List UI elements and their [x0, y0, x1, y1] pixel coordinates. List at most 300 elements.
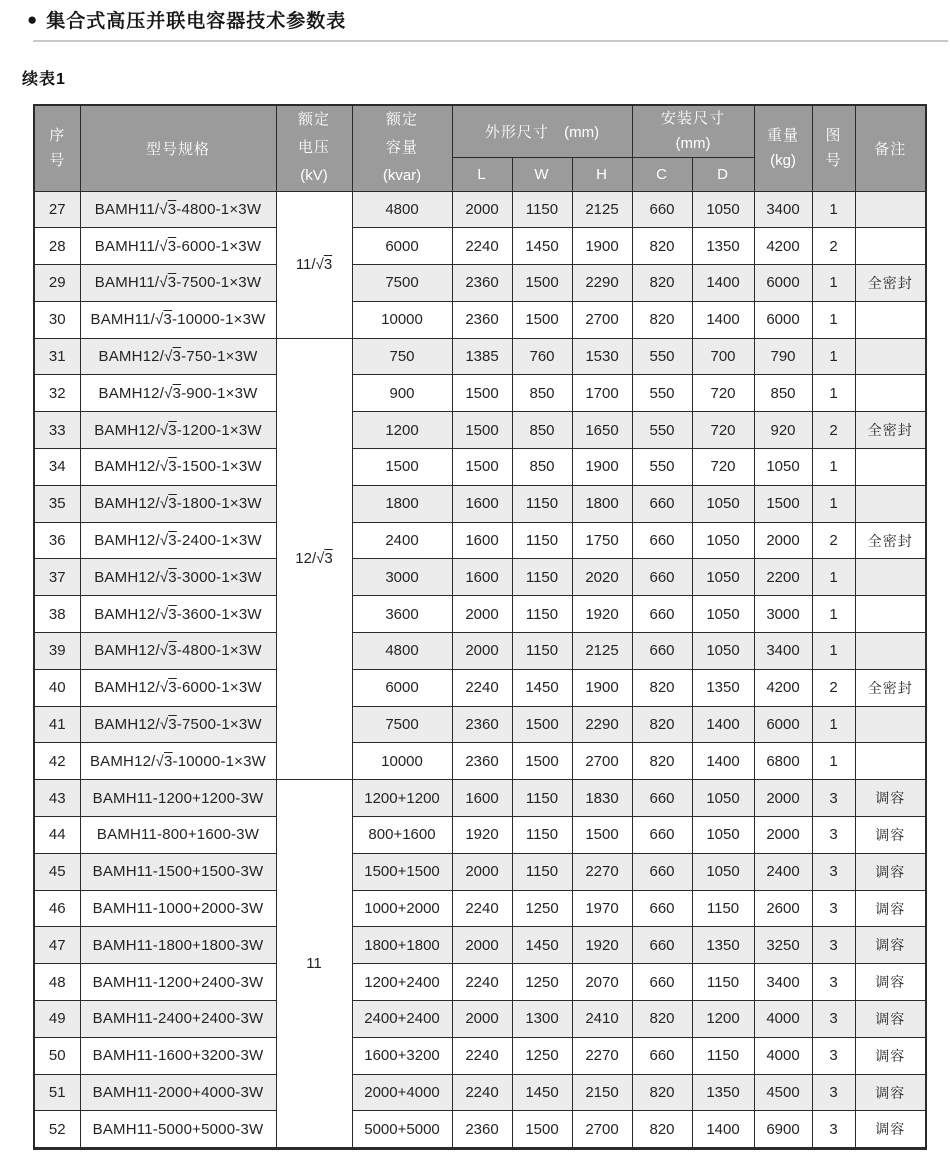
dim-l-cell: 2240: [452, 890, 512, 927]
mount-d-cell: 1400: [692, 706, 754, 743]
model-cell: BAMH11-1600+3200-3W: [80, 1037, 276, 1074]
dim-l-cell: 1385: [452, 338, 512, 375]
remark-cell: 调容: [855, 817, 926, 854]
table-row: [34, 559, 926, 596]
remark-cell: [855, 449, 926, 486]
model-cell: BAMH11-1800+1800-3W: [80, 927, 276, 964]
dim-h-cell: 2410: [572, 1001, 632, 1038]
figure-no-cell: 1: [812, 485, 855, 522]
row-number-cell: 33: [34, 412, 80, 449]
model-cell: BAMH11/√3-4800-1×3W: [80, 191, 276, 228]
mount-c-cell: 550: [632, 412, 692, 449]
dim-l-cell: 2000: [452, 191, 512, 228]
mount-d-cell: 1350: [692, 228, 754, 265]
capacity-cell: 800+1600: [352, 817, 452, 854]
mount-c-cell: 660: [632, 633, 692, 670]
mount-c-cell: 660: [632, 485, 692, 522]
mount-c-cell: 660: [632, 191, 692, 228]
remark-cell: [855, 301, 926, 338]
capacity-cell: 900: [352, 375, 452, 412]
weight-cell: 2000: [754, 780, 812, 817]
weight-cell: 3400: [754, 964, 812, 1001]
remark-cell: 调容: [855, 1001, 926, 1038]
figure-no-cell: 1: [812, 596, 855, 633]
dim-w-cell: 1150: [512, 522, 572, 559]
dim-l-cell: 2240: [452, 1037, 512, 1074]
header-rated-voltage: 额定 电压 (kV): [276, 105, 352, 191]
figure-no-cell: 3: [812, 1001, 855, 1038]
mount-d-cell: 1150: [692, 1037, 754, 1074]
dim-h-cell: 1700: [572, 375, 632, 412]
remark-cell: [855, 191, 926, 228]
model-cell: BAMH11-800+1600-3W: [80, 817, 276, 854]
dim-l-cell: 2240: [452, 669, 512, 706]
model-cell: BAMH12/√3-3600-1×3W: [80, 596, 276, 633]
dim-l-cell: 1600: [452, 522, 512, 559]
figure-no-cell: 2: [812, 522, 855, 559]
capacity-cell: 1800: [352, 485, 452, 522]
weight-cell: 6000: [754, 706, 812, 743]
remark-cell: [855, 375, 926, 412]
table-header: [34, 105, 926, 191]
header-dim-w: W: [512, 157, 572, 191]
weight-cell: 4500: [754, 1074, 812, 1111]
model-cell: BAMH11-1200+2400-3W: [80, 964, 276, 1001]
table-row: [34, 301, 926, 338]
dim-l-cell: 2360: [452, 706, 512, 743]
model-cell: BAMH12/√3-7500-1×3W: [80, 706, 276, 743]
dim-w-cell: 760: [512, 338, 572, 375]
capacity-cell: 1200+2400: [352, 964, 452, 1001]
dim-w-cell: 1150: [512, 780, 572, 817]
model-cell: BAMH12/√3-1500-1×3W: [80, 449, 276, 486]
mount-d-cell: 1350: [692, 1074, 754, 1111]
spec-table: [33, 104, 927, 1150]
dim-h-cell: 1920: [572, 596, 632, 633]
mount-c-cell: 660: [632, 780, 692, 817]
remark-cell: 全密封: [855, 669, 926, 706]
capacity-cell: 10000: [352, 301, 452, 338]
dim-h-cell: 1970: [572, 890, 632, 927]
table-row: [34, 375, 926, 412]
mount-d-cell: 720: [692, 449, 754, 486]
dim-h-cell: 2270: [572, 853, 632, 890]
bullet-icon: ●: [27, 10, 39, 29]
header-rated-capacity: 额定 容量 (kvar): [352, 105, 452, 191]
model-cell: BAMH12/√3-750-1×3W: [80, 338, 276, 375]
dim-h-cell: 2700: [572, 301, 632, 338]
mount-d-cell: 1400: [692, 1111, 754, 1149]
mount-c-cell: 660: [632, 596, 692, 633]
header-dim-h: H: [572, 157, 632, 191]
table-row: [34, 817, 926, 854]
table-row: [34, 1037, 926, 1074]
mount-c-cell: 820: [632, 706, 692, 743]
weight-cell: 1050: [754, 449, 812, 486]
mount-c-cell: 550: [632, 338, 692, 375]
model-cell: BAMH12/√3-2400-1×3W: [80, 522, 276, 559]
dim-w-cell: 850: [512, 412, 572, 449]
figure-no-cell: 3: [812, 1037, 855, 1074]
mount-c-cell: 660: [632, 522, 692, 559]
remark-cell: 全密封: [855, 412, 926, 449]
capacity-cell: 1200+1200: [352, 780, 452, 817]
weight-cell: 2200: [754, 559, 812, 596]
weight-cell: 2000: [754, 522, 812, 559]
row-number-cell: 31: [34, 338, 80, 375]
table-row: [34, 853, 926, 890]
mount-d-cell: 1050: [692, 633, 754, 670]
model-cell: BAMH11-1200+1200-3W: [80, 780, 276, 817]
row-number-cell: 29: [34, 265, 80, 302]
dim-h-cell: 1750: [572, 522, 632, 559]
table-row: [34, 1111, 926, 1149]
row-number-cell: 42: [34, 743, 80, 780]
row-number-cell: 28: [34, 228, 80, 265]
header-weight: 重量 (kg): [754, 105, 812, 191]
mount-d-cell: 720: [692, 412, 754, 449]
dim-l-cell: 2240: [452, 228, 512, 265]
weight-cell: 4000: [754, 1037, 812, 1074]
dim-h-cell: 2290: [572, 265, 632, 302]
table-row: [34, 265, 926, 302]
figure-no-cell: 1: [812, 633, 855, 670]
dim-w-cell: 1150: [512, 559, 572, 596]
dim-h-cell: 1920: [572, 927, 632, 964]
remark-cell: [855, 485, 926, 522]
row-number-cell: 30: [34, 301, 80, 338]
model-cell: BAMH12/√3-10000-1×3W: [80, 743, 276, 780]
mount-d-cell: 1050: [692, 485, 754, 522]
row-number-cell: 34: [34, 449, 80, 486]
remark-cell: [855, 596, 926, 633]
dim-l-cell: 2360: [452, 1111, 512, 1149]
remark-cell: 全密封: [855, 522, 926, 559]
figure-no-cell: 3: [812, 890, 855, 927]
dim-l-cell: 1600: [452, 485, 512, 522]
table-row: [34, 890, 926, 927]
figure-no-cell: 3: [812, 964, 855, 1001]
row-number-cell: 45: [34, 853, 80, 890]
mount-c-cell: 660: [632, 927, 692, 964]
mount-c-cell: 820: [632, 1074, 692, 1111]
weight-cell: 6000: [754, 301, 812, 338]
weight-cell: 4000: [754, 1001, 812, 1038]
remark-cell: 调容: [855, 1074, 926, 1111]
remark-cell: 调容: [855, 780, 926, 817]
row-number-cell: 39: [34, 633, 80, 670]
capacity-cell: 4800: [352, 191, 452, 228]
figure-no-cell: 1: [812, 559, 855, 596]
weight-cell: 2000: [754, 817, 812, 854]
dim-w-cell: 1150: [512, 596, 572, 633]
remark-cell: 调容: [855, 890, 926, 927]
table-row: [34, 191, 926, 228]
dim-w-cell: 1250: [512, 890, 572, 927]
capacity-cell: 2400: [352, 522, 452, 559]
row-number-cell: 49: [34, 1001, 80, 1038]
figure-no-cell: 3: [812, 1074, 855, 1111]
dim-l-cell: 2240: [452, 964, 512, 1001]
row-number-cell: 48: [34, 964, 80, 1001]
header-mount-d: D: [692, 157, 754, 191]
mount-c-cell: 820: [632, 301, 692, 338]
dim-w-cell: 1500: [512, 265, 572, 302]
header-figure-no: 图 号: [812, 105, 855, 191]
weight-cell: 3400: [754, 633, 812, 670]
table-row: [34, 338, 926, 375]
dim-w-cell: 850: [512, 449, 572, 486]
row-number-cell: 51: [34, 1074, 80, 1111]
model-cell: BAMH11-1000+2000-3W: [80, 890, 276, 927]
mount-c-cell: 660: [632, 890, 692, 927]
header-mounting-dims: 安装尺寸 (mm): [632, 105, 754, 157]
dim-w-cell: 1300: [512, 1001, 572, 1038]
figure-no-cell: 1: [812, 375, 855, 412]
remark-cell: 全密封: [855, 265, 926, 302]
weight-cell: 6900: [754, 1111, 812, 1149]
remark-cell: 调容: [855, 853, 926, 890]
capacity-cell: 10000: [352, 743, 452, 780]
header-dim-l: L: [452, 157, 512, 191]
weight-cell: 6000: [754, 265, 812, 302]
dim-h-cell: 2270: [572, 1037, 632, 1074]
dim-l-cell: 2000: [452, 927, 512, 964]
dim-w-cell: 850: [512, 375, 572, 412]
figure-no-cell: 2: [812, 228, 855, 265]
capacity-cell: 1600+3200: [352, 1037, 452, 1074]
dim-h-cell: 2070: [572, 964, 632, 1001]
dim-l-cell: 2360: [452, 743, 512, 780]
weight-cell: 1500: [754, 485, 812, 522]
capacity-cell: 1500+1500: [352, 853, 452, 890]
table-row: [34, 743, 926, 780]
mount-c-cell: 660: [632, 817, 692, 854]
weight-cell: 6800: [754, 743, 812, 780]
weight-cell: 2600: [754, 890, 812, 927]
remark-cell: [855, 743, 926, 780]
figure-no-cell: 1: [812, 265, 855, 302]
dim-w-cell: 1500: [512, 1111, 572, 1149]
weight-cell: 850: [754, 375, 812, 412]
page-title-text: 集合式高压并联电容器技术参数表: [46, 11, 347, 32]
capacity-cell: 1200: [352, 412, 452, 449]
figure-no-cell: 3: [812, 780, 855, 817]
figure-no-cell: 3: [812, 817, 855, 854]
mount-d-cell: 1050: [692, 817, 754, 854]
mount-d-cell: 1050: [692, 780, 754, 817]
figure-no-cell: 1: [812, 706, 855, 743]
dim-w-cell: 1450: [512, 669, 572, 706]
capacity-cell: 7500: [352, 265, 452, 302]
dim-l-cell: 1500: [452, 449, 512, 486]
dim-l-cell: 2000: [452, 853, 512, 890]
table-row: [34, 927, 926, 964]
voltage-group-cell: 11: [276, 780, 352, 1149]
voltage-group-cell: 11/√3: [276, 191, 352, 338]
mount-c-cell: 820: [632, 265, 692, 302]
remark-cell: 调容: [855, 964, 926, 1001]
mount-d-cell: 1400: [692, 743, 754, 780]
table-row: [34, 706, 926, 743]
mount-d-cell: 1050: [692, 853, 754, 890]
dim-l-cell: 2000: [452, 633, 512, 670]
row-number-cell: 43: [34, 780, 80, 817]
mount-c-cell: 820: [632, 1111, 692, 1149]
page-title: [27, 6, 950, 33]
model-cell: BAMH11-1500+1500-3W: [80, 853, 276, 890]
table-row: [34, 669, 926, 706]
header-model: 型号规格: [80, 105, 276, 191]
capacity-cell: 2000+4000: [352, 1074, 452, 1111]
row-number-cell: 46: [34, 890, 80, 927]
mount-d-cell: 1150: [692, 890, 754, 927]
weight-cell: 3000: [754, 596, 812, 633]
table-row: [34, 228, 926, 265]
dim-h-cell: 1830: [572, 780, 632, 817]
capacity-cell: 2400+2400: [352, 1001, 452, 1038]
figure-no-cell: 1: [812, 338, 855, 375]
title-divider: [33, 40, 948, 42]
mount-d-cell: 1400: [692, 265, 754, 302]
table-row: [34, 412, 926, 449]
figure-no-cell: 1: [812, 191, 855, 228]
dim-h-cell: 2125: [572, 191, 632, 228]
voltage-group-cell: 12/√3: [276, 338, 352, 780]
table-row: [34, 522, 926, 559]
dim-h-cell: 2150: [572, 1074, 632, 1111]
header-outline-dims: 外形尺寸 (mm): [452, 105, 632, 157]
remark-cell: 调容: [855, 1037, 926, 1074]
figure-no-cell: 3: [812, 853, 855, 890]
dim-h-cell: 1900: [572, 449, 632, 486]
dim-l-cell: 1600: [452, 559, 512, 596]
dim-l-cell: 2240: [452, 1074, 512, 1111]
header-no: 序 号: [34, 105, 80, 191]
row-number-cell: 47: [34, 927, 80, 964]
dim-h-cell: 1530: [572, 338, 632, 375]
dim-h-cell: 1650: [572, 412, 632, 449]
capacity-cell: 3000: [352, 559, 452, 596]
weight-cell: 4200: [754, 669, 812, 706]
remark-cell: [855, 706, 926, 743]
dim-l-cell: 1500: [452, 412, 512, 449]
weight-cell: 2400: [754, 853, 812, 890]
dim-w-cell: 1500: [512, 301, 572, 338]
mount-c-cell: 550: [632, 375, 692, 412]
capacity-cell: 750: [352, 338, 452, 375]
remark-cell: [855, 559, 926, 596]
mount-c-cell: 820: [632, 669, 692, 706]
weight-cell: 920: [754, 412, 812, 449]
table-row: [34, 449, 926, 486]
dim-h-cell: 2700: [572, 1111, 632, 1149]
spec-table-body: [34, 191, 926, 1149]
dim-w-cell: 1150: [512, 853, 572, 890]
dim-w-cell: 1150: [512, 633, 572, 670]
remark-cell: [855, 228, 926, 265]
mount-d-cell: 1400: [692, 301, 754, 338]
row-number-cell: 32: [34, 375, 80, 412]
mount-d-cell: 700: [692, 338, 754, 375]
dim-h-cell: 2020: [572, 559, 632, 596]
mount-d-cell: 1050: [692, 596, 754, 633]
dim-w-cell: 1450: [512, 927, 572, 964]
table-row: [34, 633, 926, 670]
mount-d-cell: 1050: [692, 522, 754, 559]
capacity-cell: 1000+2000: [352, 890, 452, 927]
dim-h-cell: 2125: [572, 633, 632, 670]
dim-l-cell: 1600: [452, 780, 512, 817]
dim-l-cell: 1500: [452, 375, 512, 412]
row-number-cell: 44: [34, 817, 80, 854]
capacity-cell: 1800+1800: [352, 927, 452, 964]
header-mount-c: C: [632, 157, 692, 191]
capacity-cell: 5000+5000: [352, 1111, 452, 1149]
model-cell: BAMH12/√3-4800-1×3W: [80, 633, 276, 670]
mount-c-cell: 660: [632, 853, 692, 890]
mount-c-cell: 820: [632, 228, 692, 265]
remark-cell: [855, 633, 926, 670]
header-remark: 备注: [855, 105, 926, 191]
figure-no-cell: 3: [812, 1111, 855, 1149]
figure-no-cell: 3: [812, 927, 855, 964]
dim-h-cell: 2290: [572, 706, 632, 743]
dim-l-cell: 2000: [452, 1001, 512, 1038]
mount-d-cell: 1200: [692, 1001, 754, 1038]
dim-l-cell: 2360: [452, 301, 512, 338]
mount-c-cell: 820: [632, 1001, 692, 1038]
dim-w-cell: 1450: [512, 228, 572, 265]
dim-w-cell: 1150: [512, 191, 572, 228]
model-cell: BAMH11-2400+2400-3W: [80, 1001, 276, 1038]
mount-d-cell: 1150: [692, 964, 754, 1001]
table-row: [34, 780, 926, 817]
capacity-cell: 3600: [352, 596, 452, 633]
remark-cell: 调容: [855, 927, 926, 964]
capacity-cell: 4800: [352, 633, 452, 670]
row-number-cell: 37: [34, 559, 80, 596]
model-cell: BAMH11/√3-6000-1×3W: [80, 228, 276, 265]
row-number-cell: 50: [34, 1037, 80, 1074]
dim-h-cell: 1500: [572, 817, 632, 854]
mount-d-cell: 720: [692, 375, 754, 412]
weight-cell: 3250: [754, 927, 812, 964]
dim-w-cell: 1250: [512, 1037, 572, 1074]
dim-w-cell: 1150: [512, 485, 572, 522]
capacity-cell: 7500: [352, 706, 452, 743]
dim-w-cell: 1500: [512, 706, 572, 743]
table-row: [34, 485, 926, 522]
mount-d-cell: 1350: [692, 927, 754, 964]
model-cell: BAMH12/√3-1800-1×3W: [80, 485, 276, 522]
mount-c-cell: 660: [632, 964, 692, 1001]
dim-h-cell: 1900: [572, 669, 632, 706]
remark-cell: [855, 338, 926, 375]
table-row: [34, 1001, 926, 1038]
figure-no-cell: 2: [812, 412, 855, 449]
model-cell: BAMH12/√3-6000-1×3W: [80, 669, 276, 706]
figure-no-cell: 2: [812, 669, 855, 706]
model-cell: BAMH12/√3-1200-1×3W: [80, 412, 276, 449]
row-number-cell: 35: [34, 485, 80, 522]
row-number-cell: 27: [34, 191, 80, 228]
dim-l-cell: 2360: [452, 265, 512, 302]
dim-l-cell: 1920: [452, 817, 512, 854]
mount-c-cell: 820: [632, 743, 692, 780]
table-row: [34, 964, 926, 1001]
capacity-cell: 6000: [352, 669, 452, 706]
